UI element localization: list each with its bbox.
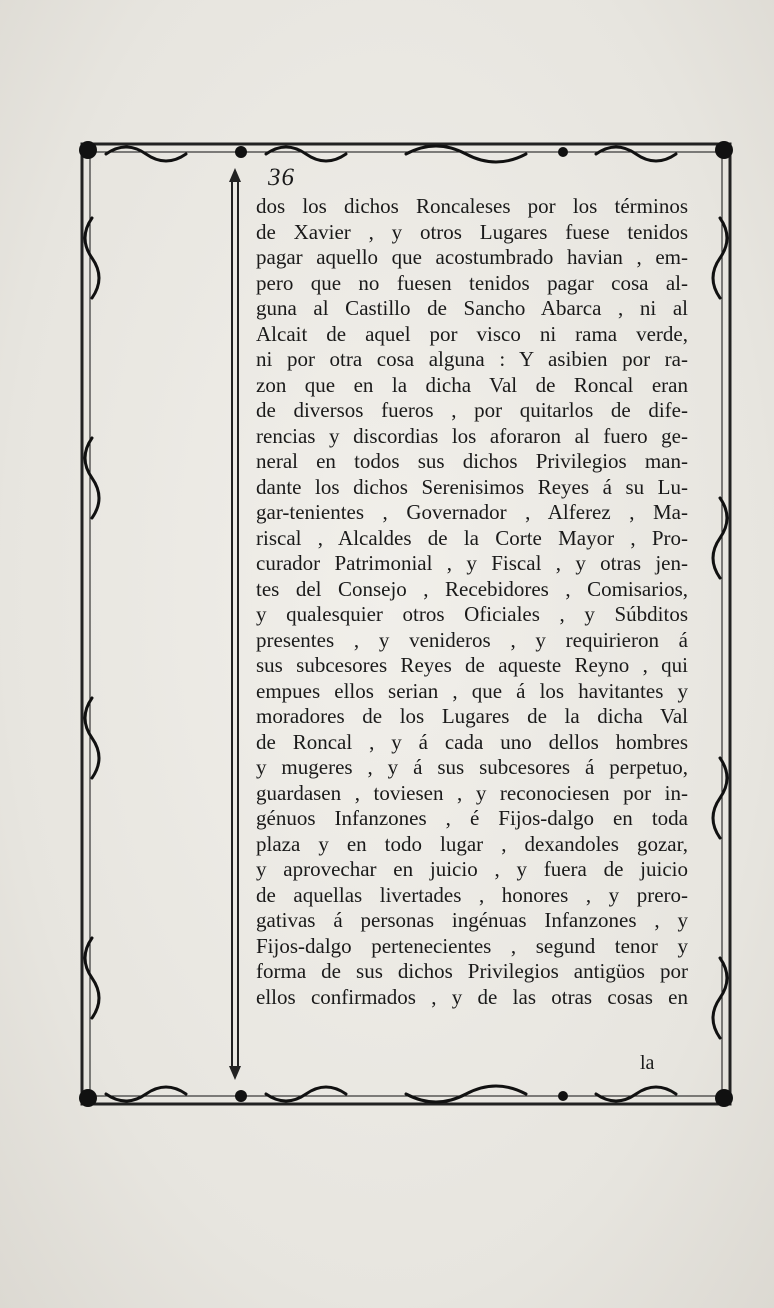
text-line: presentes , y venideros , y requirieron á <box>256 627 688 652</box>
text-line: rencias y discordias los aforaron al fuero ge- <box>256 423 688 448</box>
text-line: tes del Consejo , Recebidores , Comisarios, <box>256 576 688 601</box>
text-line: sus subcesores Reyes de aqueste Reyno , qui <box>256 653 688 677</box>
text-line: gar-tenientes , Governador , Alferez , Ma- <box>256 500 688 524</box>
text-line: dos los dichos Roncaleses por los términos <box>256 194 688 218</box>
text-line: de Xavier , y otros Lugares fuese tenidos <box>256 219 688 244</box>
text-line: forma de sus dichos Privilegios antigüos por <box>256 959 688 983</box>
text-line: de Roncal , y á cada uno dellos hombres <box>256 729 688 754</box>
text-line: de diversos fueros , por quitarlos de dife- <box>256 398 688 422</box>
text-line: guna al Castillo de Sancho Abarca , ni al <box>256 296 688 320</box>
text-line: moradores de los Lugares de la dicha Val <box>256 704 688 728</box>
page-number: 36 <box>268 164 295 191</box>
text-line: dante los dichos Serenisimos Reyes á su Lu- <box>256 474 688 499</box>
text-line: y mugeres , y á sus subcesores á perpetuo, <box>256 755 688 779</box>
text-line: guardasen , toviesen , y reconociesen por in- <box>256 780 688 805</box>
text-line: zon que en la dicha Val de Roncal eran <box>256 372 688 397</box>
text-line: ellos confirmados , y de las otras cosas en <box>256 984 688 1009</box>
text-line: Fijos-dalgo pertenecientes , segund tenor y <box>256 933 688 958</box>
text-line: ni por otra cosa alguna : Y asibien por ra- <box>256 347 688 371</box>
text-line: y aprovechar en juicio , y fuera de juicio <box>256 857 688 881</box>
text-line: gativas á personas ingénuas Infanzones , y <box>256 908 688 932</box>
text-line: génuos Infanzones , é Fijos-dalgo en toda <box>256 806 688 830</box>
text-line: neral en todos sus dichos Privilegios man- <box>256 449 688 473</box>
text-line: pagar aquello que acostumbrado havian , em- <box>256 245 688 269</box>
text-line: plaza y en todo lugar , dexandoles gozar, <box>256 831 688 856</box>
catchword: la <box>640 1052 655 1074</box>
text-line: riscal , Alcaldes de la Corte Mayor , Pro- <box>256 525 688 550</box>
text-line: curador Patrimonial , y Fiscal , y otras jen- <box>256 551 688 575</box>
text-line: empues ellos serian , que á los havitantes y <box>256 678 688 703</box>
body-text <box>256 194 688 1010</box>
text-line: pero que no fuesen tenidos pagar cosa al- <box>256 270 688 295</box>
text-line: y qualesquier otros Oficiales , y Súbditos <box>256 602 688 626</box>
text-line: Alcait de aquel por visco ni rama verde, <box>256 321 688 346</box>
text-line: de aquellas livertades , honores , y prero- <box>256 882 688 907</box>
